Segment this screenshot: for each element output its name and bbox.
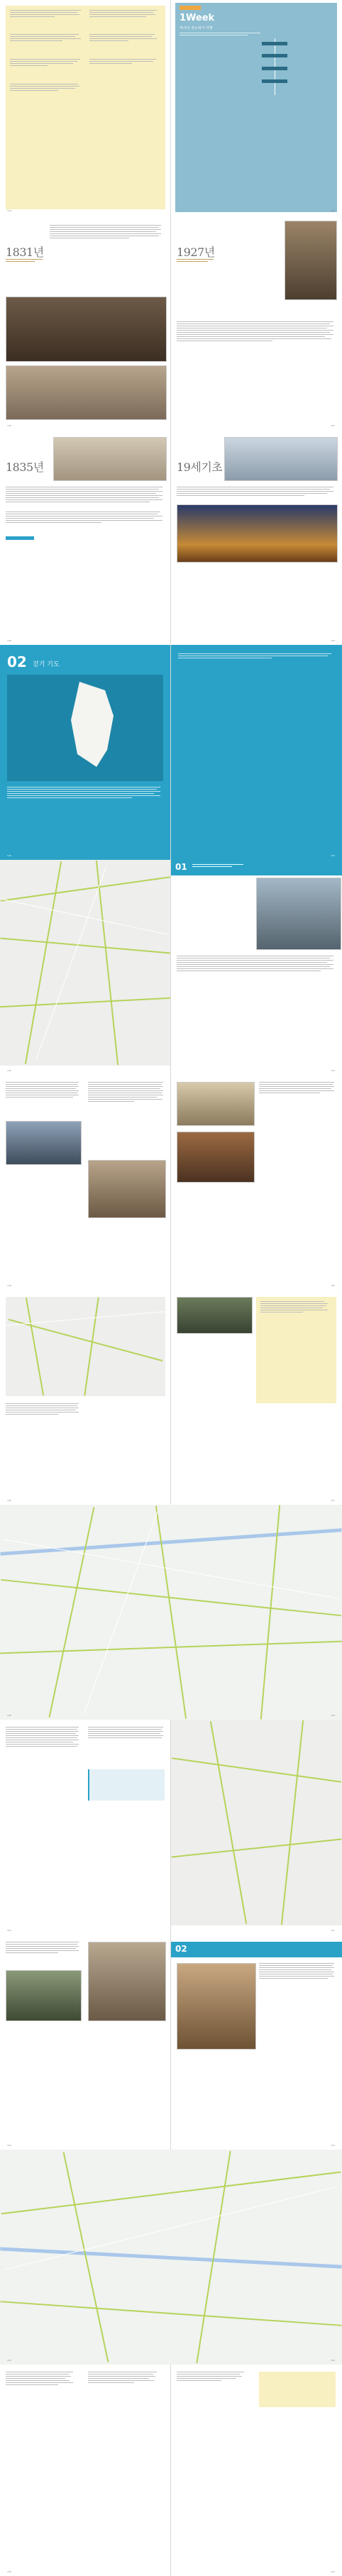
gutter bbox=[170, 1935, 171, 2150]
list-col-3 bbox=[177, 2372, 251, 2382]
spread-3 bbox=[0, 430, 342, 645]
year-heading: 1927년 bbox=[177, 245, 215, 259]
page-145 bbox=[171, 1075, 342, 1290]
route-map[interactable] bbox=[6, 1297, 165, 1396]
spread-7 bbox=[0, 1290, 342, 1505]
body-text bbox=[177, 956, 336, 973]
note-tag bbox=[6, 536, 34, 540]
page-number: 145 bbox=[331, 1284, 335, 1287]
page-number: 150 bbox=[7, 1929, 11, 1932]
spread-1 bbox=[0, 0, 342, 215]
page-150 bbox=[0, 1720, 171, 1935]
timeline-tag-4 bbox=[262, 79, 287, 83]
chapter-number: 02 bbox=[7, 653, 27, 670]
notes-col-1c bbox=[10, 59, 84, 67]
page-number: 135 bbox=[331, 209, 335, 212]
body-text-col-3 bbox=[259, 1082, 336, 1095]
info-box bbox=[88, 1769, 165, 1801]
document-photo bbox=[53, 437, 167, 481]
notes-col-1 bbox=[10, 10, 84, 18]
page-153 bbox=[171, 1935, 342, 2150]
year-heading: 19세기초 bbox=[177, 460, 223, 474]
page-141 bbox=[171, 645, 342, 860]
body-text bbox=[177, 321, 336, 343]
page-number: 146 bbox=[7, 1499, 11, 1502]
spread-10 bbox=[0, 1935, 342, 2150]
list-col-2 bbox=[88, 2372, 165, 2384]
page-139 bbox=[171, 430, 342, 645]
page-138 bbox=[0, 430, 171, 645]
statue-photo bbox=[256, 878, 341, 950]
page-147 bbox=[171, 1290, 342, 1505]
body-text-col-2 bbox=[88, 1082, 165, 1103]
page-152 bbox=[0, 1935, 171, 2150]
body-text-col-2 bbox=[88, 1727, 165, 1740]
page-number: 134 bbox=[7, 209, 11, 212]
page-156 bbox=[0, 2365, 171, 2576]
week-intro bbox=[180, 33, 265, 37]
intro-text-2 bbox=[178, 653, 334, 660]
gutter bbox=[170, 215, 171, 430]
year-caption bbox=[6, 259, 45, 263]
interior-photo bbox=[6, 297, 167, 362]
page-136 bbox=[0, 215, 171, 430]
page-135 bbox=[171, 0, 342, 215]
year-heading: 1835년 bbox=[6, 460, 44, 474]
notes-col-1b bbox=[10, 34, 84, 43]
page-number: 143 bbox=[331, 1069, 335, 1072]
spread-6 bbox=[0, 1075, 342, 1290]
page-number: 147 bbox=[331, 1499, 335, 1502]
page-number: 137 bbox=[331, 424, 335, 427]
garden-photo bbox=[6, 1970, 82, 2021]
page-number: 140 bbox=[7, 854, 11, 857]
gutter bbox=[170, 1720, 171, 1935]
page-number-right: 149 bbox=[331, 1714, 335, 1717]
page-number: 157 bbox=[331, 2570, 335, 2573]
gutter bbox=[170, 0, 171, 215]
notes-panel bbox=[6, 6, 165, 209]
gutter bbox=[170, 430, 171, 645]
chapter-number: 02 bbox=[175, 1944, 187, 1954]
place-photo-1 bbox=[6, 1121, 82, 1165]
gutter bbox=[170, 1290, 171, 1505]
place-photo-3 bbox=[177, 1082, 255, 1126]
year-caption bbox=[177, 259, 216, 263]
page-142 bbox=[0, 860, 171, 1075]
page-number: 138 bbox=[7, 639, 11, 642]
page-number-left: 148 bbox=[7, 1714, 11, 1717]
body-text-col-1 bbox=[6, 1727, 80, 1748]
building-photo bbox=[224, 437, 338, 481]
page-137 bbox=[171, 215, 342, 430]
body-text-col-1 bbox=[6, 1942, 80, 1955]
body-text-col-1 bbox=[6, 1082, 80, 1099]
page-143 bbox=[171, 860, 342, 1075]
page-140 bbox=[0, 645, 171, 860]
body-text-col-1 bbox=[6, 1403, 80, 1416]
spread-12 bbox=[0, 2365, 342, 2576]
spread-9 bbox=[0, 1720, 342, 1935]
page-number: 152 bbox=[7, 2144, 11, 2147]
body-text-2 bbox=[6, 512, 165, 524]
district-map[interactable] bbox=[0, 860, 171, 1066]
side-note bbox=[259, 2372, 336, 2407]
notes-col-1d bbox=[10, 84, 84, 92]
spread-5 bbox=[0, 860, 342, 1075]
week-tag bbox=[180, 6, 201, 10]
chapter-bar bbox=[171, 1942, 342, 1957]
intro-text bbox=[7, 787, 163, 800]
page-number: 142 bbox=[7, 1069, 11, 1072]
page-number-right: 155 bbox=[331, 2359, 335, 2362]
page-157 bbox=[171, 2365, 342, 2576]
statue-photo-2 bbox=[177, 1963, 256, 2050]
gutter bbox=[170, 645, 171, 860]
page-134 bbox=[0, 0, 171, 215]
timeline-tag-1 bbox=[262, 42, 287, 45]
city-map-2[interactable] bbox=[0, 2150, 342, 2365]
page-number: 139 bbox=[331, 639, 335, 642]
place-photo-5 bbox=[177, 1297, 253, 1334]
timeline-tag-3 bbox=[262, 67, 287, 70]
week-title: 1Week bbox=[180, 13, 215, 23]
gutter bbox=[170, 1075, 171, 1290]
page-number: 151 bbox=[331, 1929, 335, 1932]
body-text bbox=[259, 1963, 336, 1980]
page-146 bbox=[0, 1290, 171, 1505]
overview-map bbox=[7, 675, 163, 781]
notes-col-2 bbox=[89, 10, 160, 18]
page-number: 156 bbox=[7, 2570, 11, 2573]
timeline-tag-2 bbox=[262, 54, 287, 57]
notes-col-2b bbox=[89, 34, 160, 43]
page-number: 136 bbox=[7, 424, 11, 427]
list-col-1 bbox=[6, 2372, 80, 2387]
night-city-photo bbox=[177, 504, 338, 563]
gutter bbox=[170, 860, 171, 1075]
map-land bbox=[71, 682, 114, 767]
chapter-number: 01 bbox=[175, 862, 187, 872]
side-note-text bbox=[260, 1301, 331, 1314]
place-photo-4 bbox=[177, 1132, 255, 1183]
chapter-title: 걷기 기도 bbox=[33, 661, 60, 668]
interior-photo-2 bbox=[6, 365, 167, 420]
city-map[interactable] bbox=[0, 1505, 342, 1720]
side-note bbox=[256, 1297, 336, 1403]
building-photo-2 bbox=[88, 1942, 166, 2021]
notes-col-2c bbox=[89, 59, 160, 65]
body-text bbox=[6, 487, 165, 504]
page-number: 144 bbox=[7, 1284, 11, 1287]
chapter-heading bbox=[192, 864, 249, 868]
year-heading: 1831년 bbox=[6, 245, 44, 259]
spread-4 bbox=[0, 645, 342, 860]
page-number: 141 bbox=[331, 854, 335, 857]
week-block bbox=[175, 3, 337, 212]
spread-11 bbox=[0, 2150, 342, 2365]
page-number: 153 bbox=[331, 2144, 335, 2147]
page-144 bbox=[0, 1075, 171, 1290]
week-subtitle: 역사의 장소에서 여행 bbox=[180, 26, 213, 31]
gutter bbox=[170, 2365, 171, 2576]
place-photo-2 bbox=[88, 1160, 166, 1218]
spread-2 bbox=[0, 215, 342, 430]
body-text bbox=[50, 225, 163, 240]
page-151 bbox=[171, 1720, 342, 1935]
page-number-left: 154 bbox=[7, 2359, 11, 2362]
doorway-photo bbox=[285, 221, 337, 300]
district-map-2[interactable] bbox=[171, 1720, 342, 1925]
body-text bbox=[177, 487, 336, 497]
spread-8 bbox=[0, 1505, 342, 1720]
